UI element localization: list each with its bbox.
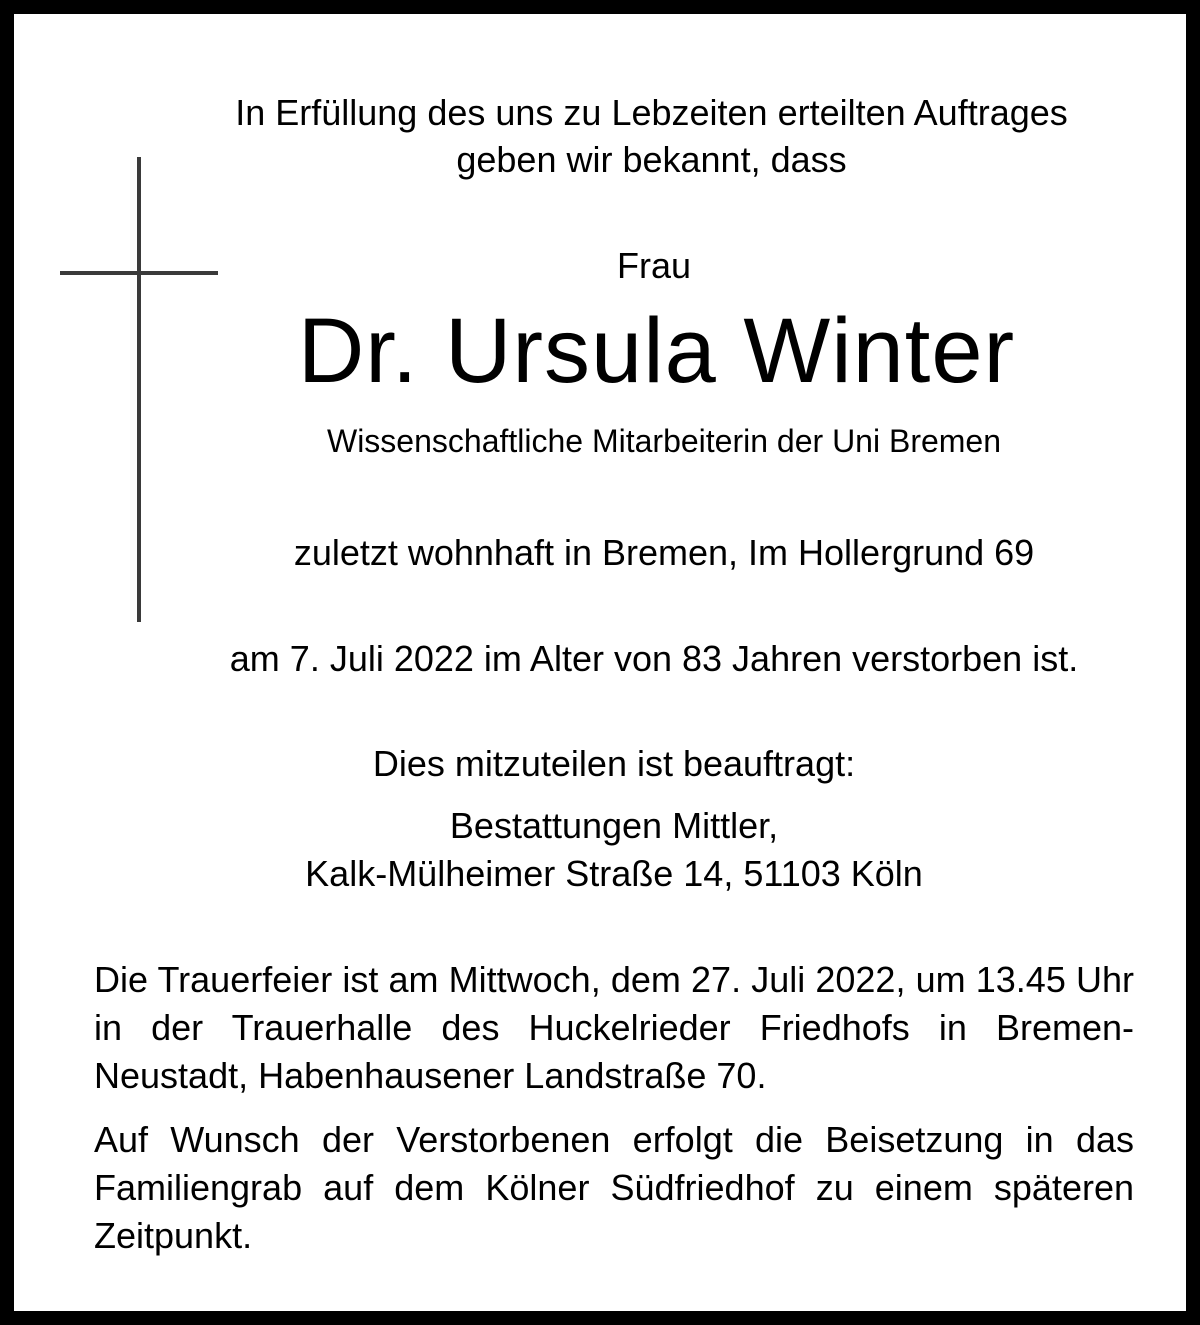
intro-line-1: In Erfüllung des uns zu Lebzeiten erteilten Auftrages (235, 92, 1068, 133)
intro-line-2: geben wir bekannt, dass (456, 139, 847, 180)
undertaker-address: Kalk-Mülheimer Straße 14, 51103 Köln (305, 853, 923, 894)
residence: zuletzt wohnhaft in Bremen, Im Hollergrund 69 (293, 532, 1035, 573)
death-statement: am 7. Juli 2022 im Alter von 83 Jahren verstorben ist. (229, 638, 1079, 679)
cross-icon (137, 157, 141, 622)
occupation: Wissenschaftliche Mitarbeiterin der Uni Bremen (326, 423, 1002, 459)
cross-icon-bar (60, 271, 218, 275)
burial-paragraph: Auf Wunsch der Verstorbenen erfolgt die Beisetzung in das Familiengrab auf dem Kölner Südfriedhof zu einem späteren Zeitpunkt. (94, 1119, 1134, 1256)
commission-label: Dies mitzuteilen ist beauftragt: (372, 743, 856, 784)
salutation: Frau (616, 245, 692, 286)
deceased-name: Dr. Ursula Winter (297, 300, 1016, 402)
undertaker-name: Bestattungen Mittler, (449, 805, 779, 846)
service-paragraph: Die Trauerfeier ist am Mittwoch, dem 27. Juli 2022, um 13.45 Uhr in der Trauerhalle des Huckelrieder Friedhofs in Bremen-Neustadt, Habenhausener Landstraße 70. (94, 959, 1134, 1096)
